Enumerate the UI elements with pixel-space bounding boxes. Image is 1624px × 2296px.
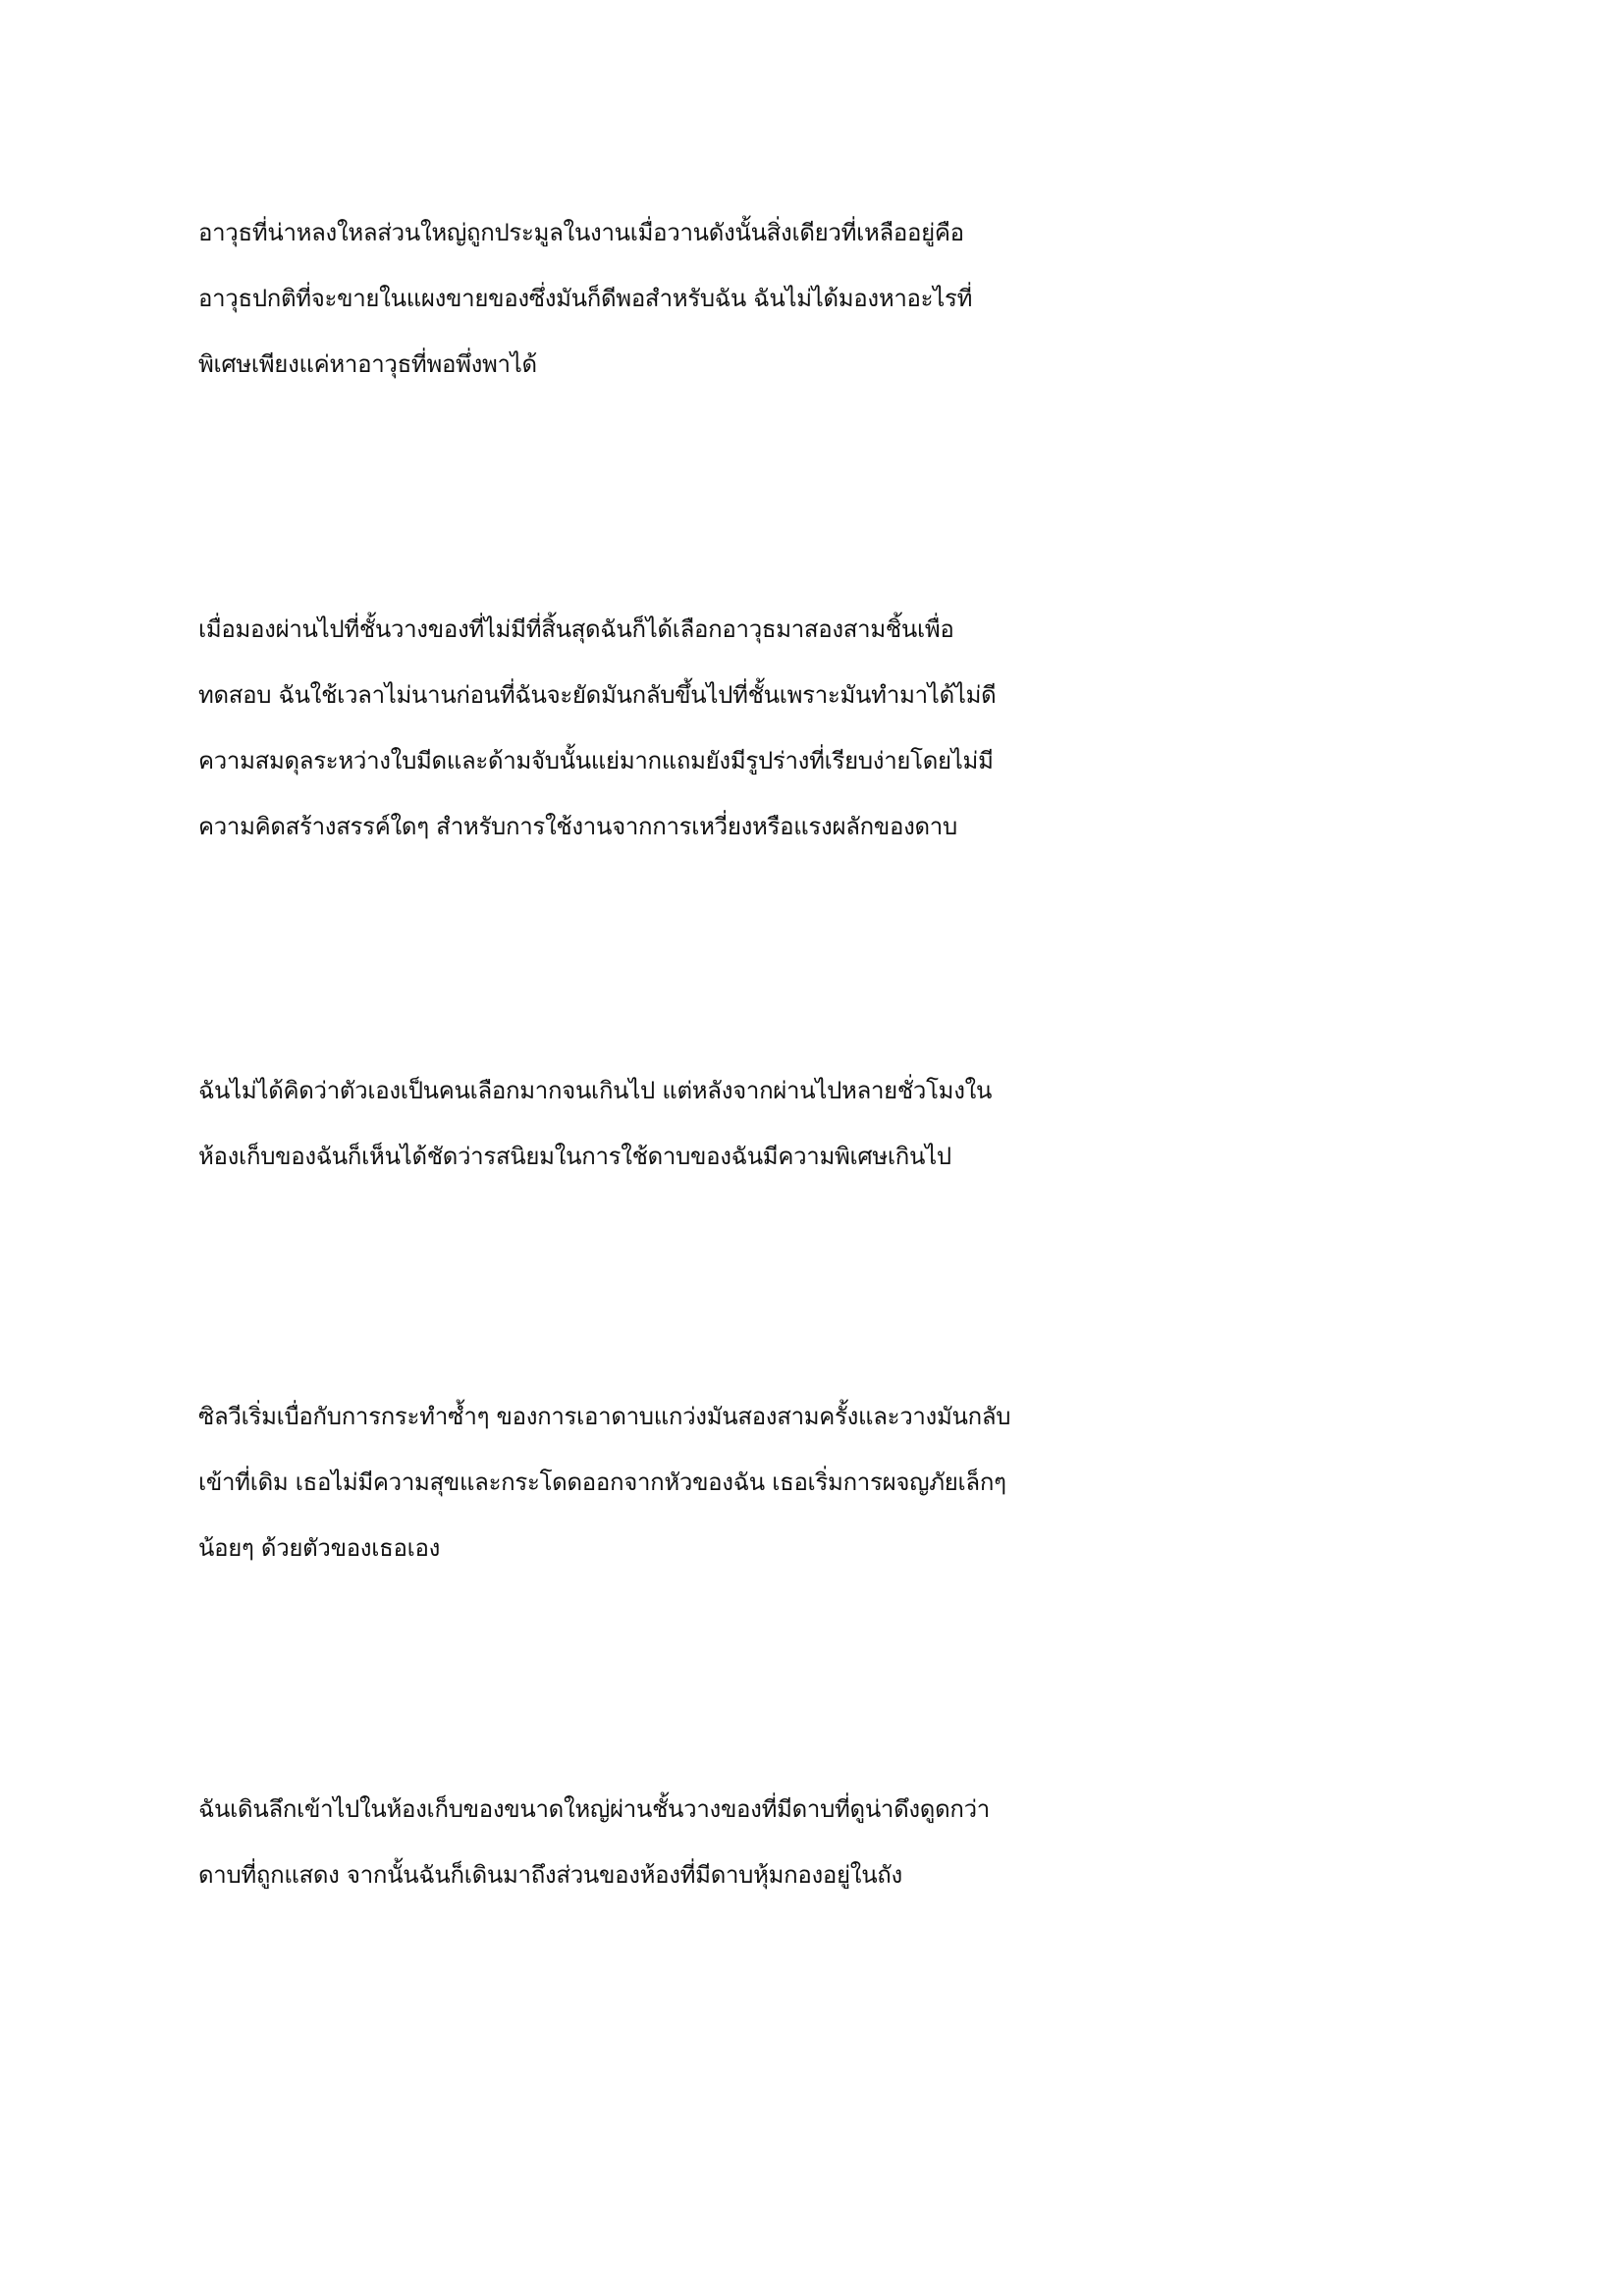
- text-line: ความสมดุลระหว่างใบมีดและด้ามจับนั้นแย่มากแถมยังมีรูปร่างที่เรียบง่ายโดยไม่มี: [198, 747, 994, 774]
- paragraph: [198, 200, 1494, 398]
- text-line: ทดสอบ ฉันใช้เวลาไม่นานก่อนที่ฉันจะยัดมันกลับขึ้นไปที่ชั้นเพราะมันทำมาได้ไม่ดี: [198, 681, 997, 709]
- text-line: พิเศษเพียงแค่หาอาวุธที่พอพึ่งพาได้: [198, 350, 537, 378]
- text-line: เมื่อมองผ่านไปที่ชั้นวางของที่ไม่มีที่สิ้นสุดฉันก็ได้เลือกอาวุธมาสองสามชิ้นเพื่อ: [198, 615, 954, 643]
- text-line: ความคิดสร้างสรรค์ใดๆ สำหรับการใช้งานจากการเหวี่ยงหรือแรงผลักของดาบ: [198, 813, 957, 840]
- text-line: ห้องเก็บของฉันก็เห็นได้ชัดว่ารสนิยมในการใช้ดาบของฉันมีความพิเศษเกินไป: [198, 1143, 951, 1170]
- text-line: อาวุธที่น่าหลงใหลส่วนใหญ่ถูกประมูลในงานเมื่อวานดังนั้นสิ่งเดียวที่เหลืออยู่คือ: [198, 219, 964, 246]
- text-line: ดาบที่ถูกแสดง จากนั้นฉันก็เดินมาถึงส่วนของห้องที่มีดาบหุ้มกองอยู่ในถัง: [198, 1861, 902, 1889]
- paragraph: [198, 1058, 1494, 1190]
- paragraph: [198, 1384, 1494, 1581]
- paragraph: [198, 597, 1494, 860]
- paragraph: [198, 1777, 1494, 1908]
- text-line: ซิลวีเริ่มเบื่อกับการกระทำซ้ำๆ ของการเอาดาบแกว่งมันสองสามครั้งและวางมันกลับ: [198, 1403, 1011, 1430]
- text-line: เข้าที่เดิม เธอไม่มีความสุขและกระโดดออกจากหัวของฉัน เธอเริ่มการผจญภัยเล็กๆ: [198, 1468, 1006, 1496]
- text-line: ฉันเดินลึกเข้าไปในห้องเก็บของขนาดใหญ่ผ่านชั้นวางของที่มีดาบที่ดูน่าดึงดูดกว่า: [198, 1795, 990, 1823]
- text-line: น้อยๆ ด้วยตัวของเธอเอง: [198, 1534, 441, 1562]
- text-line: อาวุธปกติที่จะขายในแผงขายของซึ่งมันก็ดีพอสำหรับฉัน ฉันไม่ได้มองหาอะไรที่: [198, 285, 973, 312]
- text-line: ฉันไม่ได้คิดว่าตัวเองเป็นคนเลือกมากจนเกินไป แต่หลังจากผ่านไปหลายชั่วโมงใน: [198, 1077, 993, 1104]
